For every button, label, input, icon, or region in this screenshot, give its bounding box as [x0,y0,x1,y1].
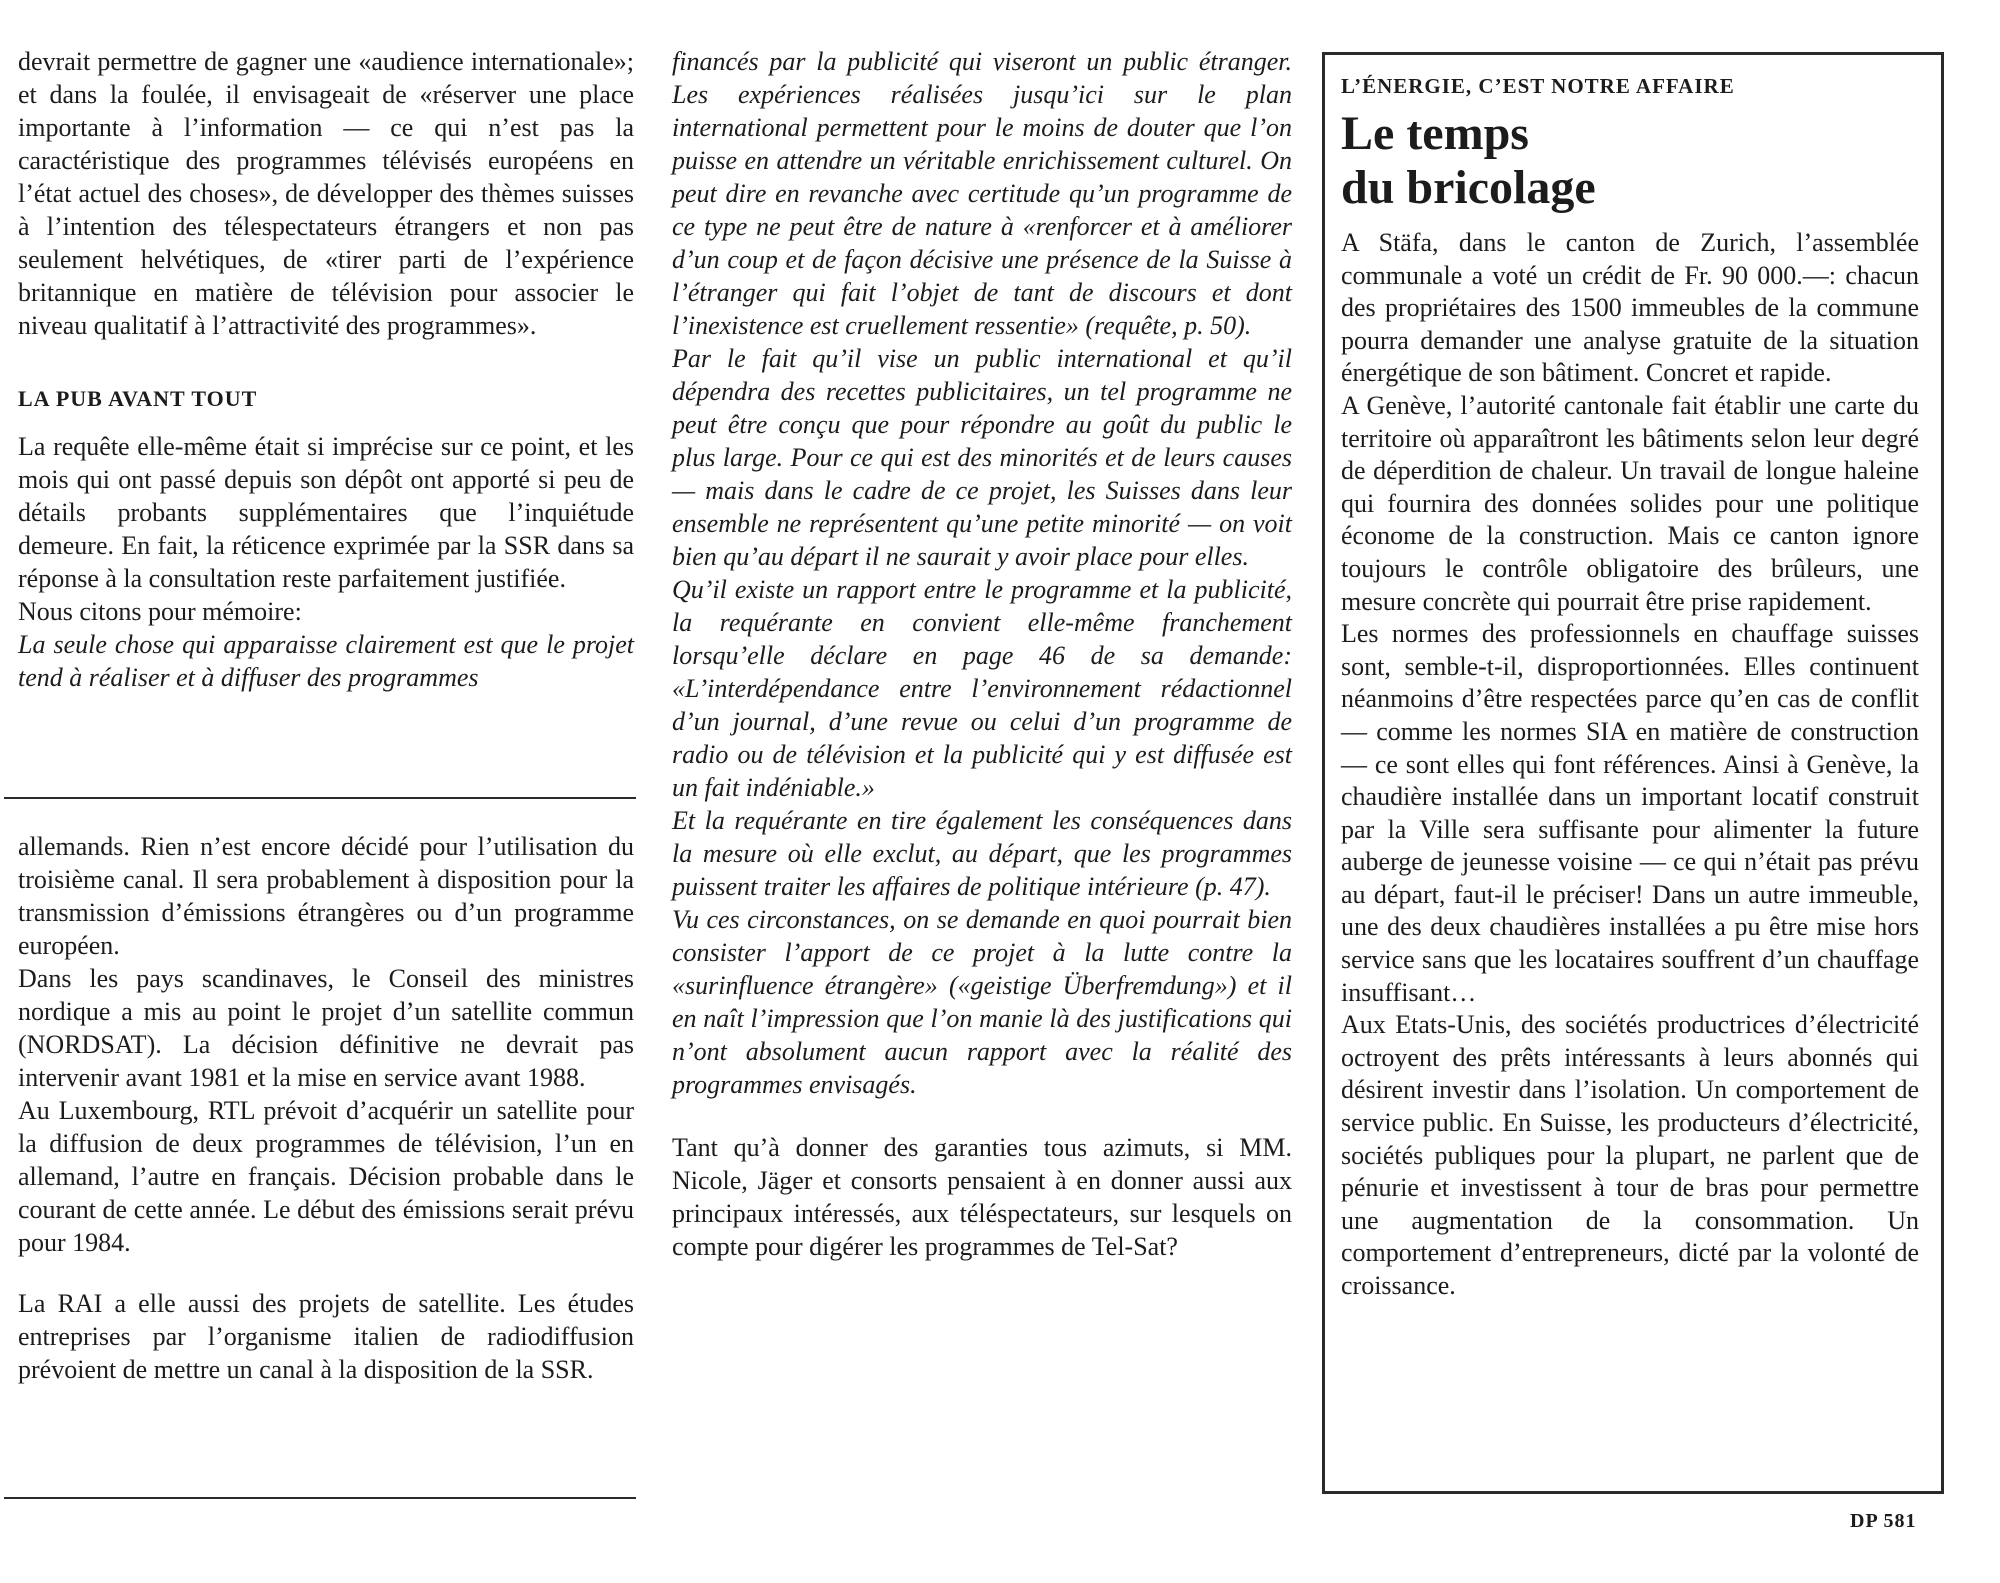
energy-sidebar-box [1322,52,1944,1494]
sidebar-paragraph-2: A Genève, l’autorité cantonale fait établir une carte du territoire où apparaîtront les bâtiments selon leur degré de déperdition de chaleur. Un travail de longue haleine qui fournira des données solides pour une politique économe de la construction. Mais ce canton ignore toujours le contrôle obligatoire des brûleurs, une mesure concrète qui pourrait être prise rapidement. [1341,390,1919,616]
column-1-bottom [18,830,634,1386]
col2-paragraph-3: Qu’il existe un rapport entre le programme et la publicité, la requérante en convient elle-même franchement lorsqu’elle déclare en page 46 de sa demande: «L’interdépendance entre l’environnement rédactionnel d’un journal, d’une revue ou celui d’un programme de radio ou de télévision et la publicité qui y est diffusée est un fait indéniable.» [672,575,1292,802]
col1-paragraph-3: Nous citons pour mémoire: [18,597,302,626]
sidebar-paragraph-1: A Stäfa, dans le canton de Zurich, l’assemblée communale a voté un crédit de Fr. 90 000.—: chacun des propriétaires des 1500 immeubles de la commune pourra demander une analyse gratuite de la situation énergétique de son bâtiment. Concret et rapide. [1341,228,1919,388]
sidebar-paragraph-4: Aux Etats-Unis, des sociétés productrices d’électricité octroyent des prêts intéressants à leurs abonnés qui désirent investir dans l’isolation. Un comportement de service public. En Suisse, les producteurs d’électricité, sociétés publiques pour la plupart, ne parlent que de pénurie et investissent à tour de bras pour permettre une augmentation de la consommation. Un comportement d’entrepreneurs, dicté par la volonté de croissance. [1341,1010,1919,1300]
col2-paragraph-5: Vu ces circonstances, on se demande en quoi pourrait bien consister l’apport de ce projet à la lutte contre la «surinfluence étrangère» («geistige Überfremdung») et il en naît l’impression que l’on manie là des justifications qui n’ont absolument aucun rapport avec la réalité des programmes envisagés. [672,905,1292,1099]
col1-bottom-paragraph-3: Au Luxembourg, RTL prévoit d’acquérir un satellite pour la diffusion de deux programmes de télévision, l’un en allemand, l’autre en français. Décision probable dans le courant de cette année. Le début des émissions serait prévu pour 1984. [18,1096,634,1257]
sidebar-paragraph-3: Les normes des professionnels en chauffage suisses sont, semble-t-il, disproportionnées. Elles continuent néanmoins d’être respectées parce qu’en cas de conflit — comme les normes SIA en matière de construction — ce sont elles qui font références. Ainsi à Genève, la chaudière installée dans un important locatif construit par la Ville sera suffisante pour alimenter la future auberge de jeunesse voisine — ce qui n’était pas prévu au départ, faut-il le préciser! Dans un autre immeuble, une des deux chaudières installées a pu être mise hors service sans que les locataires souffrent d’un chauffage insuffisant… [1341,619,1919,1007]
sidebar-headline [1341,107,1919,215]
col1-paragraph-1: devrait permettre de gagner une «audience internationale»; et dans la foulée, il envisageait de «réserver une place importante à l’information — ce qui n’est pas la caractéristique des programmes télévisés européens en l’état actuel des choses», de développer des thèmes suisses à l’intention des télespectateurs étrangers et non pas seulement helvétiques, de «tirer parti de l’expérience britannique en matière de télévision pour associer le niveau qualitatif à l’attractivité des programmes». [18,47,634,340]
column-1-divider-top [4,797,636,799]
col2-paragraph-1: financés par la publicité qui viseront un public étranger. Les expériences réalisées jusqu’ici sur le plan international permettent pour le moins de douter que l’on puisse en attendre un véritable enrichissement culturel. On peut dire en revanche avec certitude qu’un programme de ce type ne peut être de nature à «renforcer et à améliorer d’un coup et de façon décisive une présence de la Suisse à l’étranger qui fait l’objet de tant de discours et dont l’inexistence est cruellement ressentie» (requête, p. 50). [672,47,1292,340]
page-number: DP 581 [1850,1510,1917,1532]
sidebar-headline-line-1: Le temps [1341,107,1529,160]
column-1-top [18,45,634,694]
column-2 [672,45,1292,1263]
sidebar-headline-line-2: du bricolage [1341,161,1596,214]
col2-paragraph-4: Et la requérante en tire également les conséquences dans la mesure où elle exclut, au départ, que les programmes puissent traiter les affaires de politique intérieure (p. 47). [672,806,1292,901]
col1-quote: La seule chose qui apparaisse clairement est que le projet tend à réaliser et à diffuser des programmes [18,630,634,692]
col2-paragraph-2: Par le fait qu’il vise un public international et qu’il dépendra des recettes publicitaires, un tel programme ne peut être conçu que pour répondre au goût du public le plus large. Pour ce qui est des minorités et de leurs causes — mais dans le cadre de ce projet, les Suisses dans leur ensemble ne représentent qu’une petite minorité — on voit bien qu’au départ il ne saurait y avoir place pour elles. [672,344,1292,571]
col1-bottom-paragraph-2: Dans les pays scandinaves, le Conseil des ministres nordique a mis au point le projet d’un satellite commun (NORDSAT). La décision définitive ne devrait pas intervenir avant 1981 et la mise en service avant 1988. [18,964,634,1092]
section-heading: LA PUB AVANT TOUT [18,386,258,411]
sidebar-kicker: L’ÉNERGIE, C’EST NOTRE AFFAIRE [1341,74,1735,98]
col1-paragraph-2: La requête elle-même était si imprécise sur ce point, et les mois qui ont passé depuis son dépôt ont apporté si peu de détails probants supplémentaires que l’inquiétude demeure. En fait, la réticence exprimée par la SSR dans sa réponse à la consultation reste parfaitement justifiée. [18,432,634,593]
col1-bottom-paragraph-1: allemands. Rien n’est encore décidé pour l’utilisation du troisième canal. Il sera probablement à disposition pour la transmission d’émissions étrangères ou d’un programme européen. [18,832,634,960]
col2-paragraph-6: Tant qu’à donner des garanties tous azimuts, si MM. Nicole, Jäger et consorts pensaient à en donner aussi aux principaux intéressés, aux téléspectateurs, sur lesquels on compte pour digérer les programmes de Tel-Sat? [672,1133,1292,1261]
column-1-divider-bottom [4,1497,636,1499]
col1-bottom-paragraph-4: La RAI a elle aussi des projets de satellite. Les études entreprises par l’organisme italien de radiodiffusion prévoient de mettre un canal à la disposition de la SSR. [18,1289,634,1384]
